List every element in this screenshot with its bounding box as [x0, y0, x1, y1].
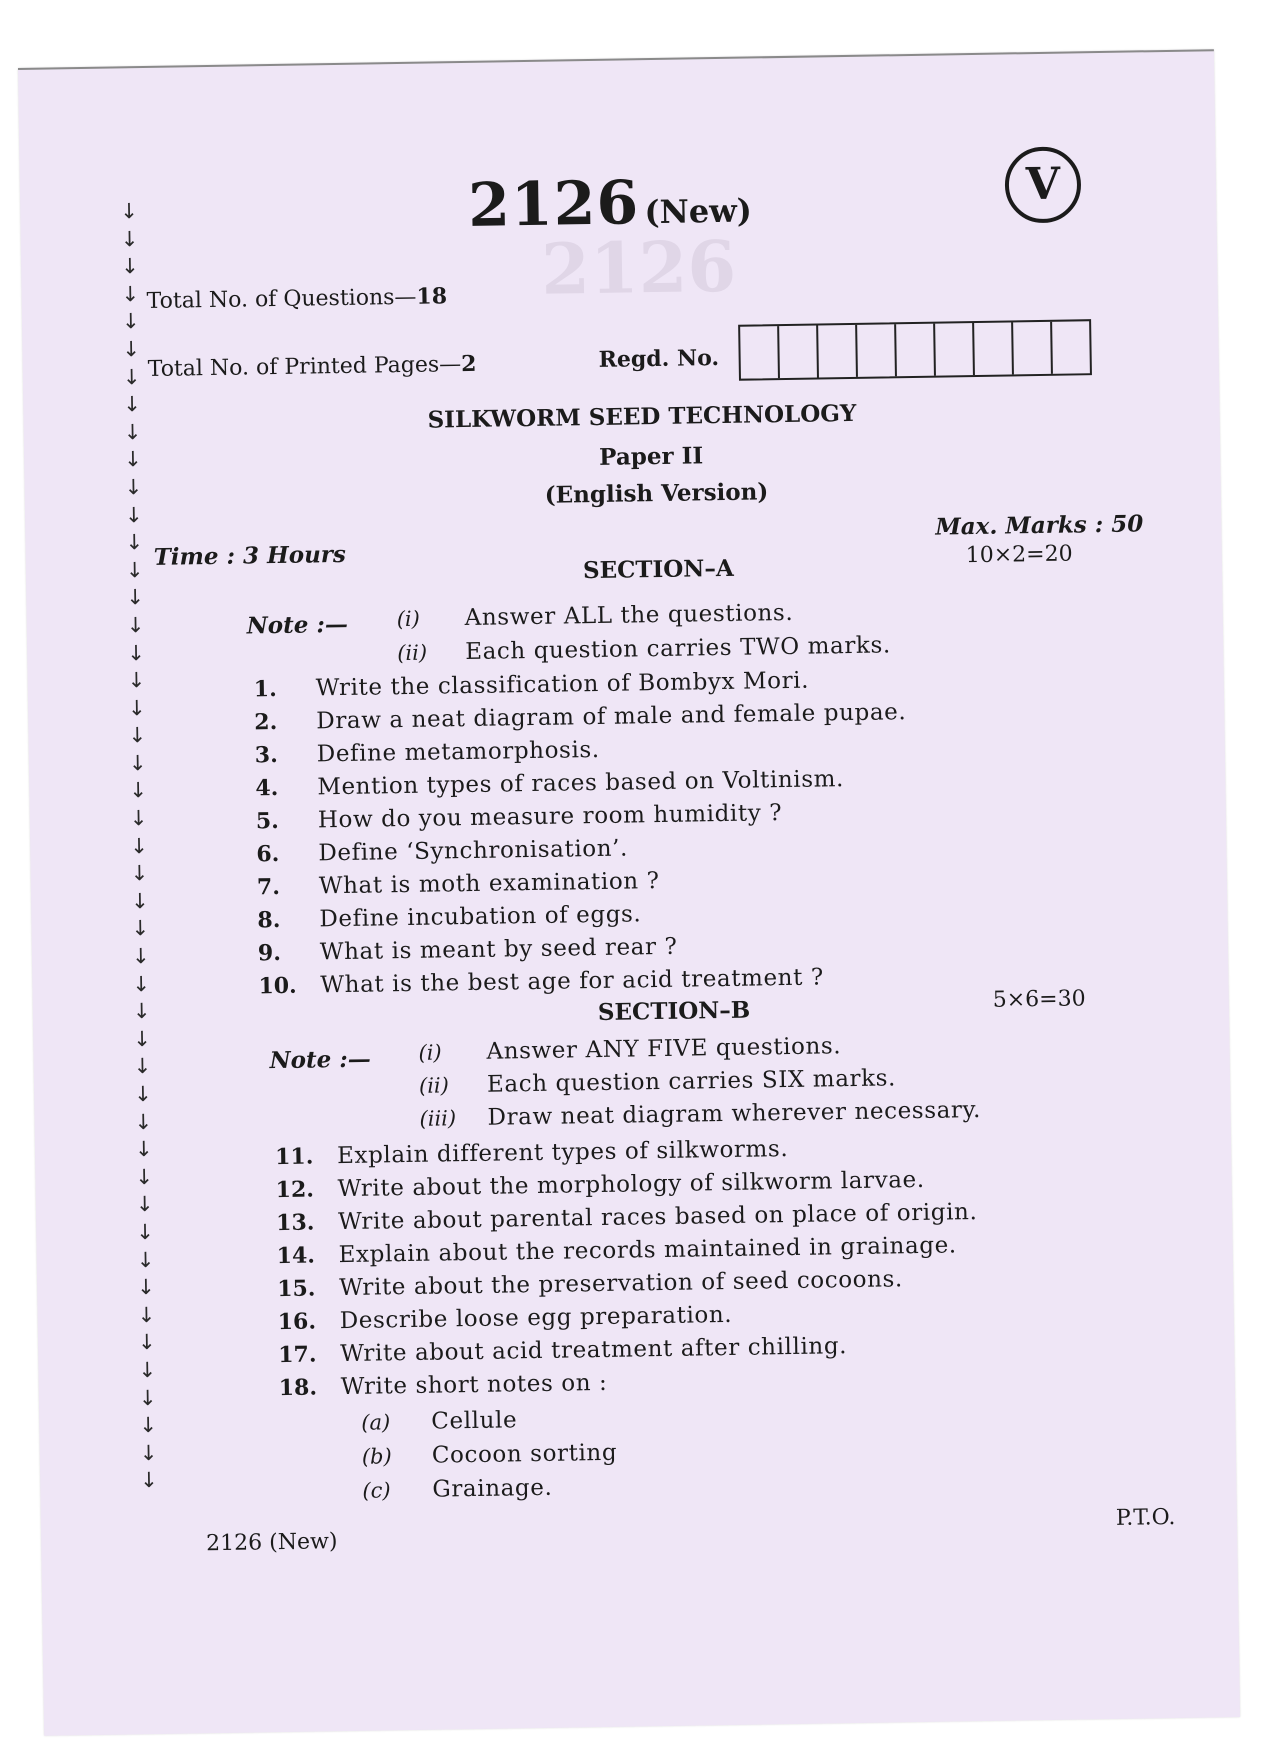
margin-arrow: ↓ — [131, 916, 150, 941]
regd-digit-box[interactable] — [740, 326, 780, 379]
question-text: Write about parental races based on place of origin. — [337, 1199, 978, 1236]
question-number: 17. — [278, 1341, 317, 1369]
question — [278, 1302, 733, 1335]
section-b-marks: 5×6=30 — [992, 986, 1086, 1013]
margin-arrow: ↓ — [132, 999, 151, 1024]
margin-arrow: ↓ — [128, 750, 147, 776]
margin-arrow: ↓ — [137, 1330, 156, 1355]
question-text: Explain different types of silkworms. — [336, 1136, 789, 1170]
question — [277, 1266, 903, 1302]
question-text: Define metamorphosis. — [316, 736, 600, 768]
question-text: Write about the morphology of silkworm larvae. — [337, 1166, 925, 1203]
margin-arrow: ↓ — [134, 1109, 153, 1134]
footer-paper-code: 2126 (New) — [206, 1529, 338, 1557]
margin-arrow: ↓ — [120, 226, 139, 252]
total-pages-label: Total No. of Printed Pages— — [147, 352, 462, 382]
note-text: Answer ANY FIVE questions. — [486, 1033, 842, 1065]
margin-arrow: ↓ — [135, 1192, 154, 1217]
subject-title: SILKWORM SEED TECHNOLOGY — [427, 399, 857, 434]
sub-item-label: (a) — [361, 1410, 391, 1435]
note-label: (i) — [418, 1040, 442, 1065]
section-a-marks: 10×2=20 — [965, 541, 1073, 569]
margin-arrow: ↓ — [124, 475, 143, 500]
section-b-heading: SECTION–B — [597, 996, 751, 1027]
question-text: Explain about the records maintained in grainage. — [338, 1232, 957, 1269]
note-label: (ii) — [397, 640, 428, 666]
question-number: 3. — [254, 742, 278, 769]
margin-arrow: ↓ — [136, 1247, 155, 1272]
question-number: 15. — [277, 1275, 316, 1303]
bleed-through-code: 2126 — [540, 224, 737, 311]
question — [258, 934, 678, 967]
sub-item — [362, 1475, 552, 1504]
note-label: (i) — [396, 606, 420, 632]
total-questions-value: 18 — [416, 283, 448, 310]
paper-code-number: 2126 — [467, 168, 640, 241]
margin-arrow: ↓ — [123, 419, 142, 445]
regd-digit-box[interactable] — [818, 325, 858, 378]
section-a-note-label: Note :— — [246, 610, 349, 640]
question-text: What is meant by seed rear ? — [319, 933, 678, 966]
margin-arrow: ↓ — [121, 309, 140, 334]
margin-arrow: ↓ — [125, 530, 144, 555]
sub-item — [361, 1407, 517, 1435]
margin-arrow: ↓ — [127, 640, 145, 665]
question-number: 9. — [257, 939, 282, 967]
sub-item-label: (c) — [362, 1478, 391, 1503]
question-paper-sheet — [18, 49, 1240, 1736]
time-allowed: Time : 3 Hours — [153, 540, 347, 571]
question — [254, 699, 906, 735]
margin-arrow: ↓ — [140, 1468, 158, 1493]
question — [275, 1167, 924, 1203]
paper-code — [468, 166, 753, 240]
note-text: Draw neat diagram wherever necessary. — [487, 1097, 982, 1131]
note-text: Each question carries TWO marks. — [465, 632, 891, 666]
question-number: 13. — [275, 1209, 315, 1237]
question-number: 12. — [275, 1176, 315, 1204]
margin-arrow: ↓ — [134, 1137, 153, 1162]
max-marks: Max. Marks : 50 — [935, 510, 1144, 541]
margin-arrow: ↓ — [123, 392, 142, 417]
margin-arrow: ↓ — [125, 557, 144, 583]
regd-digit-box[interactable] — [1013, 322, 1053, 375]
margin-arrow: ↓ — [136, 1219, 155, 1245]
margin-arrow: ↓ — [127, 695, 146, 721]
section-b-note-2 — [419, 1065, 896, 1098]
total-pages-value: 2 — [460, 350, 477, 378]
question-number: 2. — [254, 709, 278, 736]
question-number: 18. — [278, 1374, 318, 1402]
sub-item-text: Cocoon sorting — [431, 1439, 618, 1469]
question-text: How do you measure room humidity ? — [317, 800, 783, 834]
question — [278, 1333, 847, 1368]
margin-arrows — [120, 198, 158, 1495]
question — [279, 1370, 608, 1401]
question — [254, 668, 810, 703]
question — [257, 868, 660, 900]
margin-arrow: ↓ — [130, 833, 149, 858]
section-a-note-2 — [397, 632, 891, 666]
question-text: Describe loose egg preparation. — [339, 1301, 733, 1335]
question-number: 7. — [256, 873, 281, 901]
margin-arrow: ↓ — [130, 861, 149, 886]
margin-arrow: ↓ — [139, 1440, 158, 1465]
section-b-note-1 — [418, 1033, 841, 1066]
margin-arrow: ↓ — [124, 502, 143, 527]
regd-digit-box[interactable] — [935, 323, 975, 376]
paper-top-edge — [18, 49, 1214, 70]
question-text: Write about the preservation of seed cocoons. — [339, 1266, 904, 1302]
question — [255, 766, 844, 801]
question-text: What is moth examination ? — [318, 868, 660, 900]
question — [276, 1199, 978, 1236]
margin-arrow: ↓ — [139, 1413, 158, 1438]
regd-number-boxes[interactable] — [738, 319, 1092, 381]
margin-arrow: ↓ — [126, 612, 145, 638]
question — [255, 737, 600, 768]
question-text: What is the best age for acid treatment ? — [320, 964, 824, 999]
margin-arrow: ↓ — [129, 778, 148, 803]
question-number: 14. — [276, 1242, 316, 1270]
note-label: (ii) — [418, 1073, 450, 1098]
sub-item-text: Cellule — [431, 1407, 518, 1435]
question-number: 4. — [255, 775, 279, 802]
regd-digit-box[interactable] — [779, 325, 819, 378]
note-label: (iii) — [419, 1106, 457, 1131]
question-text: Draw a neat diagram of male and female pupae. — [316, 699, 907, 735]
margin-arrow: ↓ — [137, 1302, 156, 1328]
margin-arrow: ↓ — [121, 281, 140, 307]
margin-arrow: ↓ — [127, 668, 146, 693]
margin-arrow: ↓ — [130, 888, 149, 914]
margin-arrow: ↓ — [126, 585, 145, 610]
question-text: Write the classification of Bombyx Mori. — [315, 667, 810, 702]
question — [256, 800, 783, 834]
margin-arrow: ↓ — [132, 971, 151, 996]
margin-arrow: ↓ — [136, 1275, 155, 1300]
regd-digit-box[interactable] — [896, 324, 936, 377]
total-pages — [148, 351, 477, 382]
margin-arrow: ↓ — [135, 1164, 154, 1190]
regd-digit-box[interactable] — [974, 322, 1014, 375]
question-text: Define ‘Synchronisation’. — [318, 835, 629, 867]
margin-arrow: ↓ — [133, 1082, 152, 1107]
margin-arrow: ↓ — [138, 1385, 157, 1410]
margin-arrow: ↓ — [133, 1026, 152, 1052]
note-text: Each question carries SIX marks. — [486, 1065, 897, 1098]
section-b-note-label: Note :— — [269, 1045, 371, 1075]
question-text: Mention types of races based on Voltinism. — [317, 766, 845, 801]
paper-code-suffix: (New) — [644, 191, 753, 232]
margin-arrow: ↓ — [123, 447, 142, 472]
margin-arrow: ↓ — [122, 364, 141, 389]
regd-digit-box[interactable] — [857, 324, 897, 377]
regd-label: Regd. No. — [598, 345, 720, 373]
question — [258, 964, 824, 999]
margin-arrow: ↓ — [120, 254, 139, 279]
question-number: 11. — [274, 1143, 314, 1171]
margin-arrow: ↓ — [129, 806, 148, 831]
sub-item-text: Grainage. — [432, 1474, 553, 1503]
margin-arrow: ↓ — [120, 199, 139, 224]
total-questions — [146, 283, 447, 314]
section-b-note-3 — [419, 1097, 981, 1132]
question — [256, 836, 628, 868]
question — [257, 901, 641, 933]
question-text: Write about acid treatment after chilling. — [340, 1333, 848, 1368]
page-turn-note: P.T.O. — [1115, 1505, 1176, 1531]
question-number: 5. — [255, 807, 280, 835]
margin-arrow: ↓ — [133, 1054, 152, 1079]
question — [276, 1232, 956, 1269]
section-a-note-1 — [396, 600, 793, 632]
regd-digit-box[interactable] — [1052, 321, 1090, 374]
question-number: 1. — [253, 676, 277, 703]
variant-badge: V — [1004, 146, 1081, 223]
margin-arrow: ↓ — [128, 723, 147, 748]
language-version: (English Version) — [544, 478, 769, 509]
question-number: 6. — [256, 840, 280, 868]
paper-number: Paper II — [598, 442, 704, 471]
question-text: Write short notes on : — [340, 1369, 608, 1401]
question-number: 16. — [277, 1308, 317, 1336]
question-number: 8. — [257, 906, 281, 934]
question — [275, 1136, 789, 1170]
sub-item — [362, 1440, 618, 1470]
margin-arrow: ↓ — [131, 944, 150, 969]
margin-arrow: ↓ — [138, 1357, 157, 1383]
total-questions-label: Total No. of Questions— — [146, 284, 417, 315]
margin-arrow: ↓ — [122, 337, 141, 362]
note-text: Answer ALL the questions. — [464, 599, 794, 632]
question-number: 10. — [258, 972, 297, 1000]
question-text: Define incubation of eggs. — [319, 901, 642, 933]
sub-item-label: (b) — [361, 1444, 392, 1469]
section-a-heading: SECTION–A — [582, 554, 734, 585]
